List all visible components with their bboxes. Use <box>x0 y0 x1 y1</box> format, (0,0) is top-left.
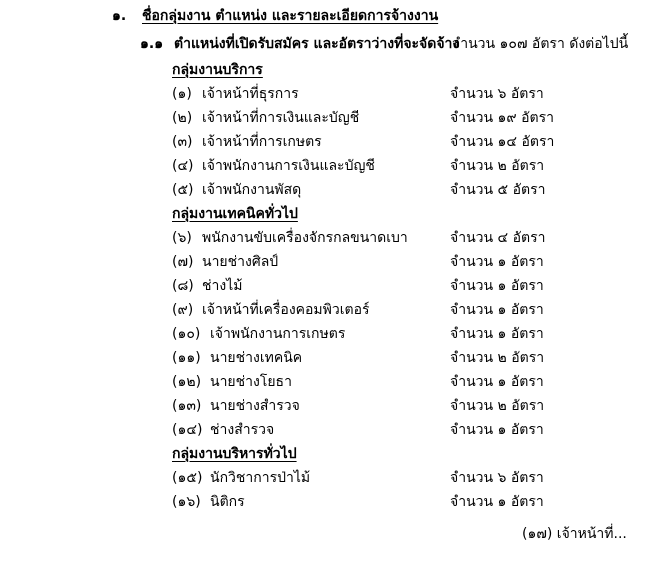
item-number: (๘) <box>172 278 194 294</box>
section-heading <box>112 4 439 28</box>
item-count: จำนวน ๖ อัตรา <box>450 470 544 486</box>
item-title: พนักงานขับเครื่องจักรกลขนาดเบา <box>202 230 408 246</box>
item-title: นายช่างโยธา <box>210 374 292 390</box>
item-number: (๖) <box>172 230 192 246</box>
item-count: จำนวน ๑๙ อัตรา <box>450 110 554 126</box>
item-number: (๑๓) <box>172 398 202 414</box>
subsection-number: ๑.๑ <box>140 36 164 52</box>
continuation-text: (๑๗) เจ้าหน้าที่... <box>522 526 627 542</box>
item-count: จำนวน ๑ อัตรา <box>450 254 544 270</box>
item-number: (๑) <box>172 86 192 102</box>
section-number: ๑. <box>112 8 127 24</box>
item-count: จำนวน ๑ อัตรา <box>450 278 544 294</box>
item-title: เจ้าพนักงานการเกษตร <box>210 326 346 342</box>
item-title: ช่างสำรวจ <box>210 422 275 438</box>
item-title: นายช่างเทคนิค <box>210 350 303 366</box>
item-number: (๕) <box>172 182 194 198</box>
group-title: กลุ่มงานบริการ <box>172 62 263 78</box>
section-title: ชื่อกลุ่มงาน ตำแหน่ง และรายละเอียดการจ้างงาน <box>142 8 439 24</box>
item-title: นายช่างสำรวจ <box>210 398 300 414</box>
item-number: (๗) <box>172 254 194 270</box>
item-title: เจ้าพนักงานการเงินและบัญชี <box>202 158 375 174</box>
item-count: จำนวน ๕ อัตรา <box>450 182 546 198</box>
item-count: จำนวน ๒ อัตรา <box>450 158 545 174</box>
item-title: เจ้าหน้าที่เครื่องคอมพิวเตอร์ <box>202 302 370 318</box>
group-title: กลุ่มงานเทคนิคทั่วไป <box>172 206 298 222</box>
item-title: เจ้าพนักงานพัสดุ <box>202 182 302 198</box>
item-count: จำนวน ๑๔ อัตรา <box>450 134 555 150</box>
item-title: นิติกร <box>210 494 245 510</box>
item-count: จำนวน ๒ อัตรา <box>450 350 545 366</box>
item-count: จำนวน ๖ อัตรา <box>450 86 544 102</box>
item-count: จำนวน ๒ อัตรา <box>450 398 545 414</box>
item-count: จำนวน ๑ อัตรา <box>450 302 544 318</box>
group-title: กลุ่มงานบริหารทั่วไป <box>172 446 297 462</box>
item-number: (๑๖) <box>172 494 201 510</box>
item-number: (๑๕) <box>172 470 203 486</box>
item-count: จำนวน ๑ อัตรา <box>450 422 544 438</box>
subsection-title: ตำแหน่งที่เปิดรับสมัคร และอัตราว่างที่จะจัดจ้าง <box>174 36 460 52</box>
item-count: จำนวน ๑ อัตรา <box>450 374 544 390</box>
item-number: (๑๒) <box>172 374 202 390</box>
item-count: จำนวน ๔ อัตรา <box>450 230 546 246</box>
item-number: (๙) <box>172 302 194 318</box>
item-number: (๑๐) <box>172 326 201 342</box>
item-number: (๑๑) <box>172 350 201 366</box>
item-title: นายช่างศิลป์ <box>202 254 279 270</box>
item-number: (๔) <box>172 158 194 174</box>
item-number: (๑๔) <box>172 422 203 438</box>
item-title: เจ้าหน้าที่ธุรการ <box>202 86 299 102</box>
item-number: (๓) <box>172 134 193 150</box>
item-number: (๒) <box>172 110 193 126</box>
item-title: ช่างไม้ <box>202 278 243 294</box>
subsection-total: จำนวน ๑๐๗ อัตรา ดังต่อไปนี้ <box>452 36 629 52</box>
item-title: เจ้าหน้าที่การเงินและบัญชี <box>202 110 360 126</box>
item-title: เจ้าหน้าที่การเกษตร <box>202 134 322 150</box>
item-title: นักวิชาการป่าไม้ <box>210 470 311 486</box>
item-count: จำนวน ๑ อัตรา <box>450 494 544 510</box>
subsection-heading <box>140 32 640 56</box>
item-count: จำนวน ๑ อัตรา <box>450 326 544 342</box>
